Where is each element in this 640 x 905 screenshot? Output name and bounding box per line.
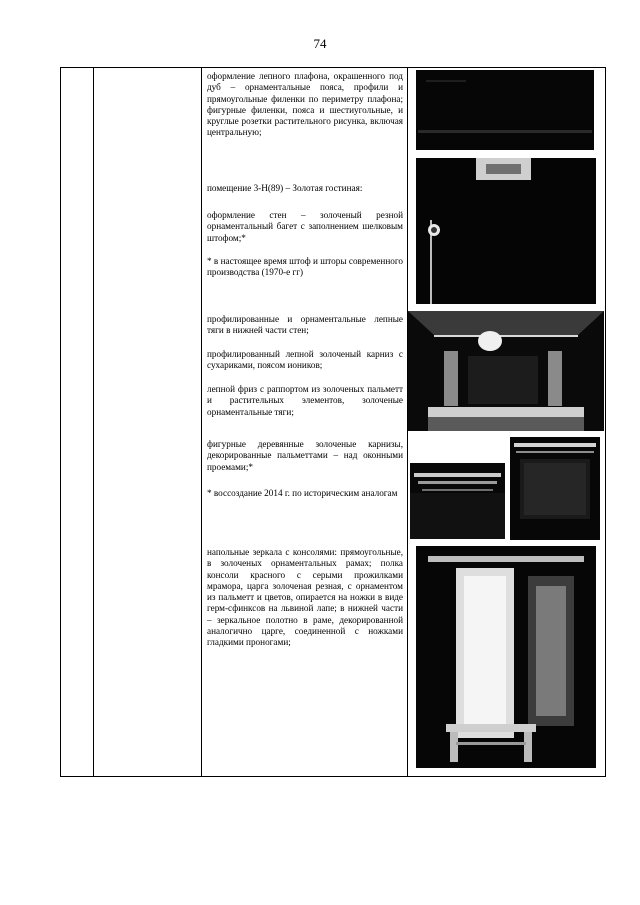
description-note-silk: * в настоящее время штоф и шторы современного производства (1970-е гг) [207,256,403,278]
description-walls: оформление стен – золоченый резной орнаментальный багет с заполнением шелковым штофом;* [207,210,403,243]
column-divider-2 [201,68,202,776]
golden-drawing-room-photo [408,311,604,431]
description-mirrors: напольные зеркала с консолями: прямоугольные, в золоченых орнаментальных рамах; полка консоли красного с серыми прожилками мрамора, царга золоченая резная, с орнаментом из пальметт и цветов, опирается на ножки в виде герм-сфинксов на львиной лапе; в нижней части – зеркальное полотно в раме, декорированной аналогично царге, соединенной с ножками гладкими проногами; [207,547,403,648]
page-number: 74 [313,36,327,51]
description-lower-moldings: профилированные и орнаментальные лепные тяги в нижней части стен; [207,314,403,336]
description-plafond: оформление лепного плафона, окрашенного под дуб – орнаментальные пояса, профили и прямоугольные филенки по периметру плафона; фигурные филенки, пояса и шестиугольные, и круглые розетки растительного рисунка, включая центральную; [207,71,403,138]
description-room-title: помещение 3-Н(89) – Золотая гостиная: [207,183,363,193]
description-note-reconstruction: * воссоздание 2014 г. по историческим аналогам [207,488,398,498]
description-cornice: профилированный лепной золоченый карниз с сухариками, поясом иоников; [207,349,403,371]
description-frieze: лепной фриз с раппортом из золоченых пальметт и растительных элементов, золоченые орнаментальные тяги; [207,384,403,417]
wall-silk-photo [416,158,596,304]
window-cornice-photo-right [510,437,600,540]
inventory-table [60,67,606,777]
description-window-cornices: фигурные деревянные золоченые карнизы, декорированные пальметтами – над оконными проемами;* [207,439,403,472]
window-cornice-photo-left [410,463,505,539]
column-divider-1 [93,68,94,776]
ceiling-plafond-photo [416,70,594,150]
floor-mirror-console-photo [416,546,596,768]
